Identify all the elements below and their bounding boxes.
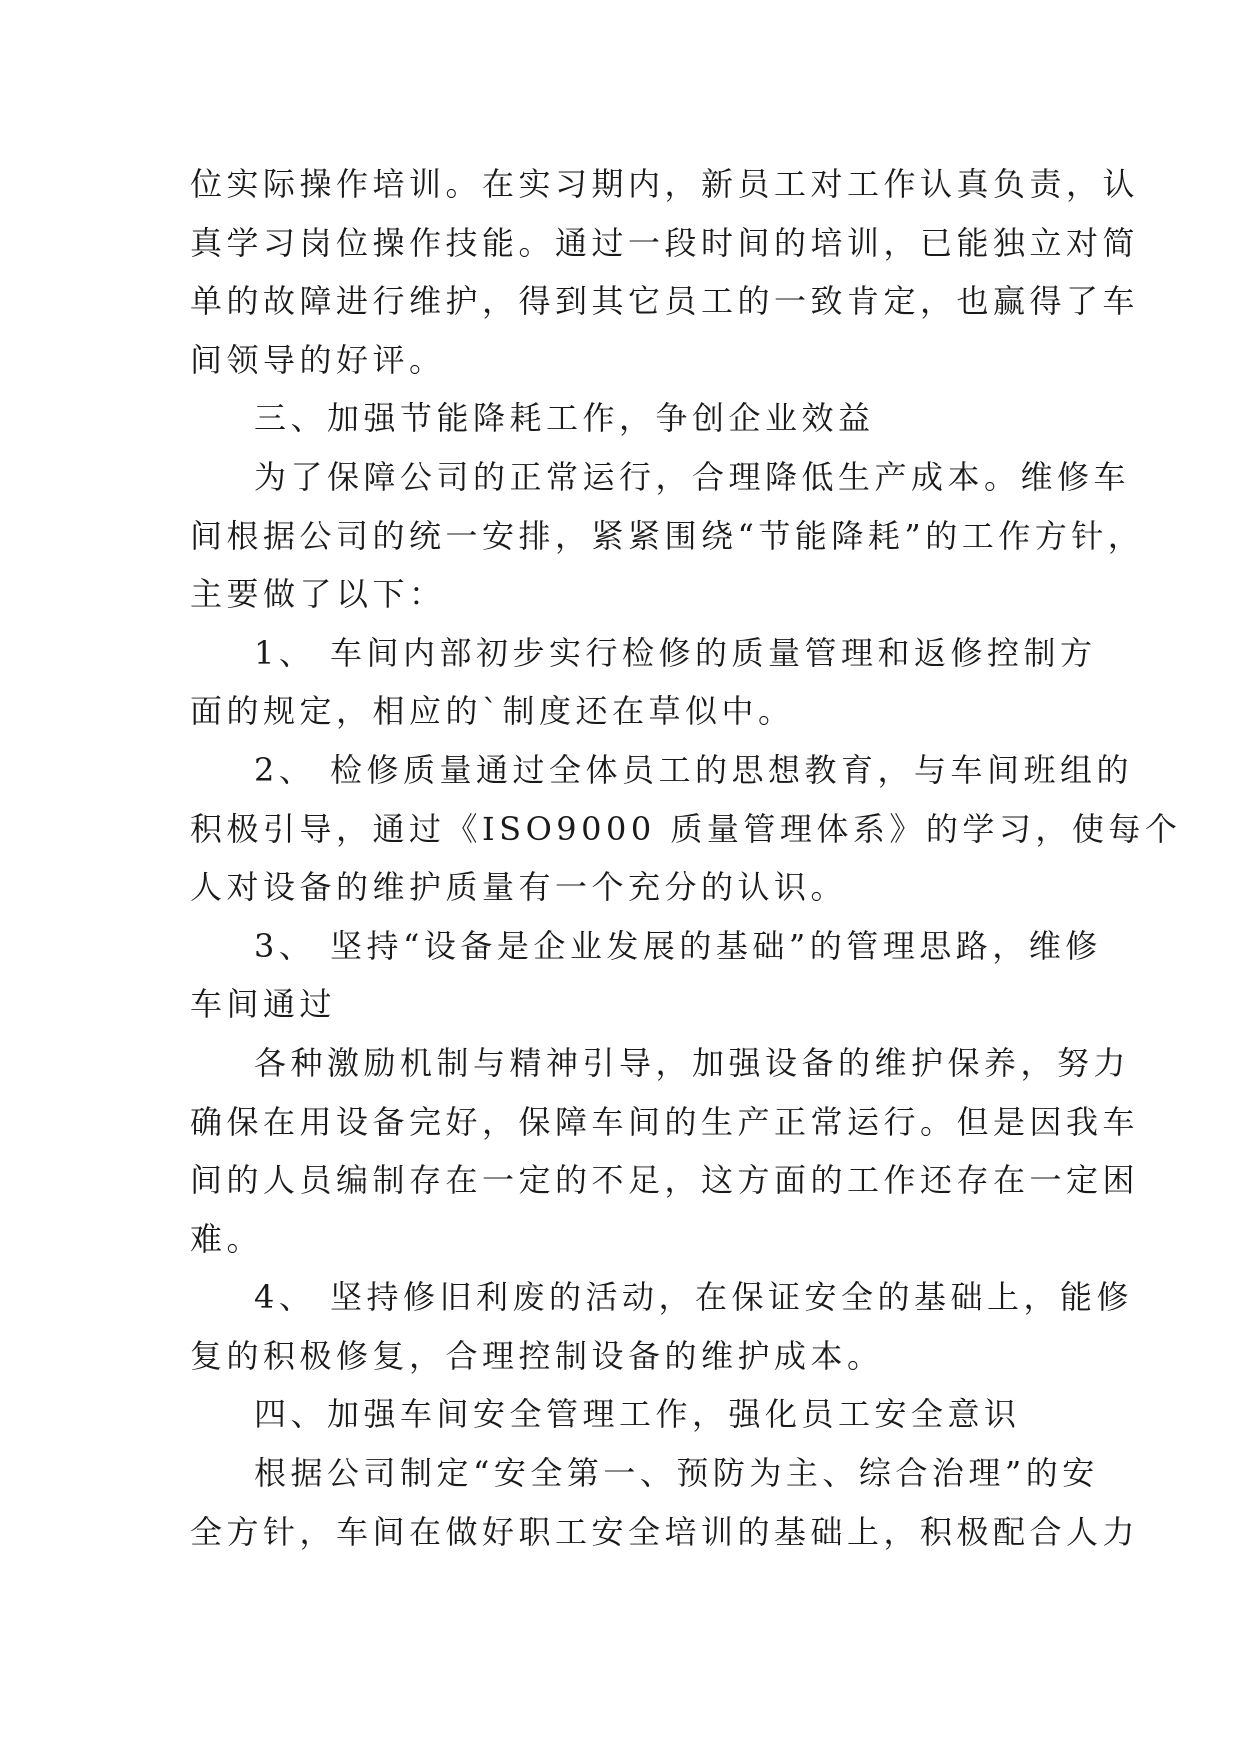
text-line: 间的人员编制存在一定的不足，这方面的工作还存在一定困: [190, 1161, 1140, 1200]
text-line: 间领导的好评。: [190, 340, 446, 379]
text-line: 积极引导，通过《ISO9000 质量管理体系》的学习，使每个: [190, 809, 1182, 848]
text-line: 1、 车间内部初步实行检修的质量管理和返修控制方: [254, 633, 1097, 672]
text-line: 复的积极修复，合理控制设备的维护成本。: [190, 1336, 884, 1375]
text-line: 面的规定，相应的`制度还在草似中。: [190, 692, 795, 731]
text-line: 为了保障公司的正常运行，合理降低生产成本。维修车: [254, 457, 1131, 496]
text-line: 真学习岗位操作技能。通过一段时间的培训，已能独立对简: [190, 223, 1140, 262]
text-line: 2、 检修质量通过全体员工的思想教育，与车间班组的: [254, 750, 1134, 789]
text-line: 四、加强车间安全管理工作，强化员工安全意识: [254, 1395, 1021, 1434]
text-line: 间根据公司的统一安排，紧紧围绕“节能降耗”的工作方针，: [190, 516, 1145, 555]
text-line: 3、 坚持“设备是企业发展的基础”的管理思路，维修: [254, 926, 1102, 965]
document-body: [190, 155, 1182, 1561]
text-line: 确保在用设备完好，保障车间的生产正常运行。但是因我车: [190, 1102, 1140, 1141]
text-line: 单的故障进行维护，得到其它员工的一致肯定，也赢得了车: [190, 282, 1140, 321]
text-line: 4、 坚持修旧利废的活动，在保证安全的基础上，能修: [254, 1278, 1134, 1317]
text-line: 各种激励机制与精神引导，加强设备的维护保养，努力: [254, 1043, 1131, 1082]
text-line: 根据公司制定“安全第一、预防为主、综合治理”的安: [254, 1454, 1099, 1493]
text-line: 全方针，车间在做好职工安全培训的基础上，积极配合人力: [190, 1512, 1140, 1551]
text-line: 人对设备的维护质量有一个充分的认识。: [190, 868, 848, 907]
text-line: 三、加强节能降耗工作，争创企业效益: [254, 399, 875, 438]
text-line: 主要做了以下：: [190, 575, 446, 614]
text-line: 位实际操作培训。在实习期内，新员工对工作认真负责，认: [190, 165, 1140, 203]
text-line: 难。: [190, 1219, 264, 1258]
text-line: 车间通过: [190, 985, 337, 1024]
